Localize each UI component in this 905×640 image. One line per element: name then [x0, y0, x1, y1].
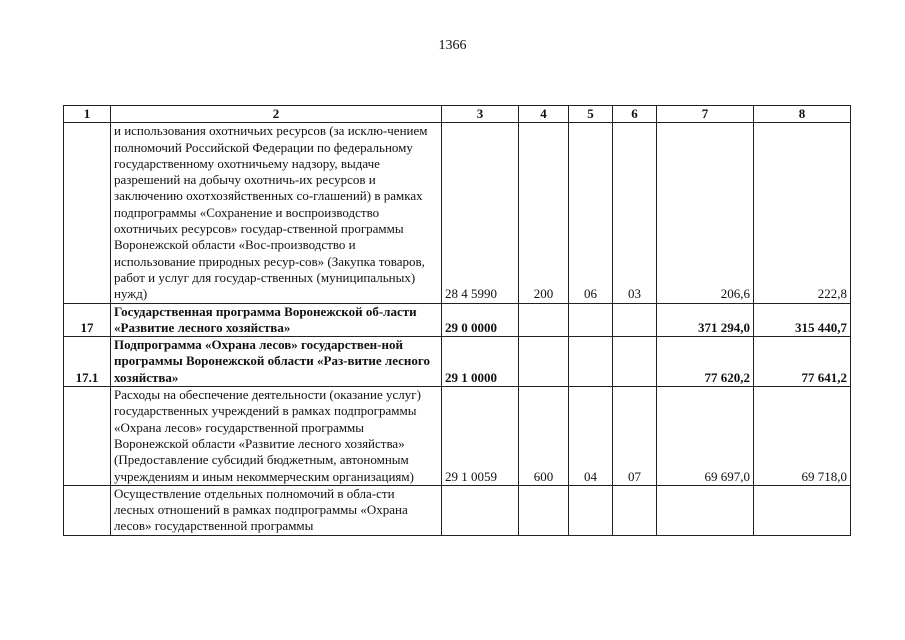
expense-name: и использования охотничьих ресурсов (за исклю-чением полномочий Российской Федерации по федеральному государственному охотничьему надзору, выдаче разрешений на добычу охотничь-их ресурсов и заключению охотхозяйственных со-глашений) в рамках подпрограммы «Сохранение и воспроизводство охотничьих ресурсов» государ-ственной программы Воронежской области «Вос-производство и использование природных ресур-сов» (Закупка товаров, работ и услуг для государ-ственных (муниципальных) нужд) — [111, 123, 442, 303]
table-row — [64, 387, 851, 486]
row-number — [64, 123, 111, 303]
expense-type-code: 600 — [519, 387, 569, 486]
subsection-code — [613, 337, 657, 387]
amount-year-2: 69 718,0 — [754, 387, 851, 486]
expense-name: Подпрограмма «Охрана лесов» государствен-ной программы Воронежской области «Раз-витие лесного хозяйства» — [111, 337, 442, 387]
section-code: 04 — [569, 387, 613, 486]
section-code — [569, 485, 613, 535]
section-code — [569, 337, 613, 387]
amount-year-2: 315 440,7 — [754, 303, 851, 337]
amount-year-1: 206,6 — [657, 123, 754, 303]
expense-type-code — [519, 337, 569, 387]
expense-type-code — [519, 303, 569, 337]
table-header-row — [64, 106, 851, 123]
column-header: 5 — [569, 106, 613, 123]
table-row — [64, 485, 851, 535]
column-header: 4 — [519, 106, 569, 123]
row-number: 17 — [64, 303, 111, 337]
page-number: 1366 — [438, 38, 467, 53]
target-article-code — [442, 485, 519, 535]
column-header: 1 — [64, 106, 111, 123]
amount-year-2: 77 641,2 — [754, 337, 851, 387]
amount-year-1: 69 697,0 — [657, 387, 754, 486]
row-number — [64, 485, 111, 535]
target-article-code: 29 0 0000 — [442, 303, 519, 337]
amount-year-1: 77 620,2 — [657, 337, 754, 387]
table-row — [64, 337, 851, 387]
expense-name: Расходы на обеспечение деятельности (оказание услуг) государственных учреждений в рамках подпрограммы «Охрана лесов» государственной программы Воронежской области «Развитие лесного хозяйства» (Предоставление субсидий бюджетным, автономным учреждениям и иным некоммерческим организациям) — [111, 387, 442, 486]
expense-name: Государственная программа Воронежской об-ласти «Развитие лесного хозяйства» — [111, 303, 442, 337]
column-header: 3 — [442, 106, 519, 123]
column-header: 2 — [111, 106, 442, 123]
section-code — [569, 303, 613, 337]
expense-type-code: 200 — [519, 123, 569, 303]
amount-year-1 — [657, 485, 754, 535]
expense-name: Осуществление отдельных полномочий в обла-сти лесных отношений в рамках подпрограммы «Охрана лесов» государственной программы — [111, 485, 442, 535]
column-header: 6 — [613, 106, 657, 123]
budget-table — [63, 105, 851, 536]
target-article-code: 29 1 0000 — [442, 337, 519, 387]
row-number — [64, 387, 111, 486]
expense-type-code — [519, 485, 569, 535]
amount-year-2 — [754, 485, 851, 535]
column-header: 8 — [754, 106, 851, 123]
subsection-code — [613, 303, 657, 337]
amount-year-1: 371 294,0 — [657, 303, 754, 337]
column-header: 7 — [657, 106, 754, 123]
subsection-code — [613, 485, 657, 535]
target-article-code: 29 1 0059 — [442, 387, 519, 486]
subsection-code: 03 — [613, 123, 657, 303]
table-row — [64, 123, 851, 303]
amount-year-2: 222,8 — [754, 123, 851, 303]
row-number: 17.1 — [64, 337, 111, 387]
section-code: 06 — [569, 123, 613, 303]
table-row — [64, 303, 851, 337]
target-article-code: 28 4 5990 — [442, 123, 519, 303]
subsection-code: 07 — [613, 387, 657, 486]
